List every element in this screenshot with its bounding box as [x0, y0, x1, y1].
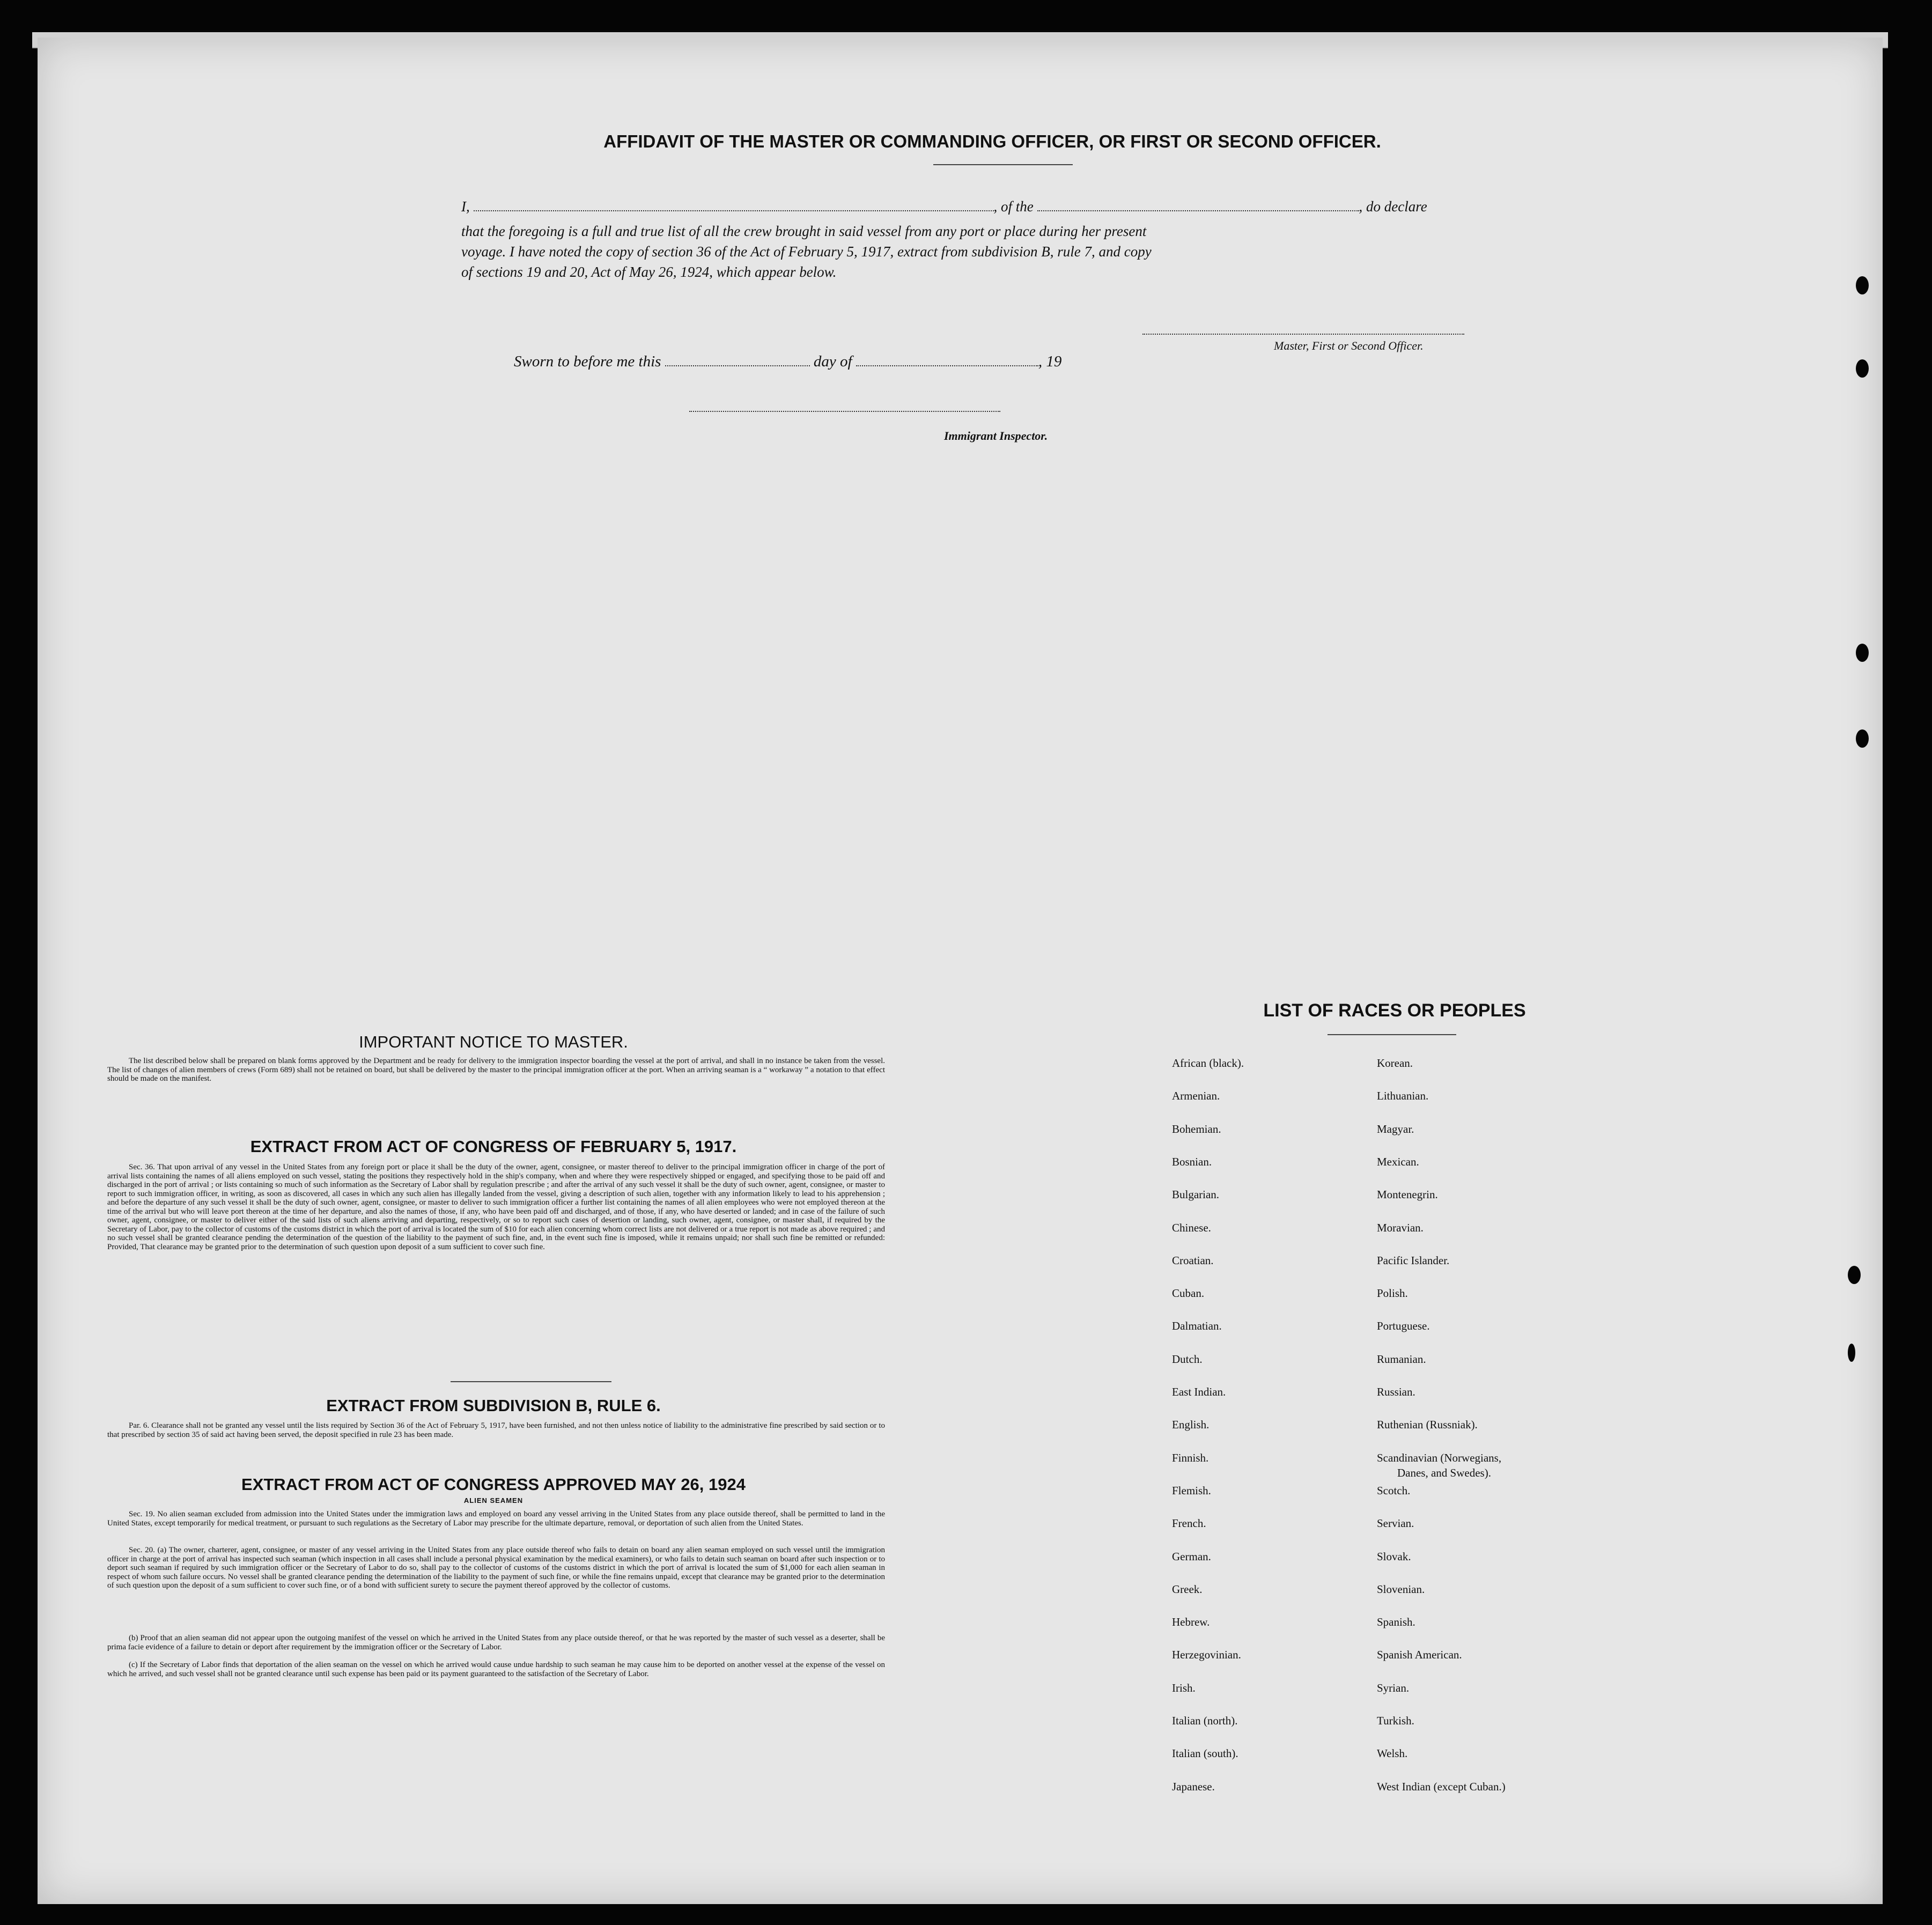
affidavit-line-3: voyage. I have noted the copy of section 36 of the Act of February 5, 1917, extract from subdivision B, rule 7, and copy: [461, 244, 1152, 260]
race-left-item: Finnish.: [1172, 1451, 1209, 1464]
race-right-item: Russian.: [1377, 1385, 1415, 1398]
race-left-item: French.: [1172, 1517, 1206, 1530]
races-title-rule: [1328, 1034, 1456, 1035]
race-left-item: East Indian.: [1172, 1385, 1226, 1398]
extract-1924-sec20a: Sec. 20. (a) The owner, charterer, agent, consignee, or master of any vessel arriving in the United States from any place outside thereof who fails to detain on board any alien seaman employed on such vessel until the immigration officer in charge at the port of arrival has inspected such seaman (which inspection in all cases shall include a personal physical examination by the medical examiners), or who fails to detain such seaman on board after such inspection or to deport such seaman if required by such immigration officer or the Secretary of Labor to do so, shall pay to the collector of customs of the customs district in which the port of arrival is located the sum of $1,000 for each alien seaman in respect of whom such failure occurs. No vessel shall be granted clearance pending the determination of the liability to the payment of such fine, or while the fine remains unpaid, except that clearance may be granted prior to the determination of such question upon the deposit of a sum sufficient to cover such fine, or of a bond with sufficient surety to secure the payment thereof approved by the collector of customs.: [107, 1546, 885, 1590]
race-left-item: Armenian.: [1172, 1089, 1220, 1103]
sworn-day-of: day of: [813, 353, 852, 370]
race-left-item: Dutch.: [1172, 1352, 1203, 1366]
race-right-item: Korean.: [1377, 1057, 1413, 1070]
race-left-item: English.: [1172, 1418, 1210, 1432]
race-right-item: Ruthenian (Russniak).: [1377, 1418, 1478, 1432]
extract-1924-title: EXTRACT FROM ACT OF CONGRESS APPROVED MAY 26, 1924: [241, 1475, 746, 1494]
race-right-item: Spanish American.: [1377, 1648, 1462, 1662]
extract-rule6-text: Par. 6. Clearance shall not be granted any vessel until the lists required by Section 36 of the Act of February 5, 1917, have been furnished, and not then unless notice of liability to the administrative fine prescribed by said section or to that prescribed by section 35 of said act having been served, the deposit specified in rule 23 has been made.: [107, 1421, 885, 1439]
extract-1924-subtitle: ALIEN SEAMEN: [463, 1496, 523, 1504]
race-right-item: Pacific Islander.: [1377, 1253, 1450, 1267]
punch-hole: [1856, 644, 1869, 662]
race-left-item: Bosnian.: [1172, 1155, 1212, 1168]
race-left-item: Bohemian.: [1172, 1122, 1221, 1135]
affidavit-i: I,: [461, 198, 470, 215]
inspector-label: Immigrant Inspector.: [944, 429, 1048, 442]
race-left-item: Hebrew.: [1172, 1616, 1210, 1629]
affidavit-line-2: that the foregoing is a full and true list of all the crew brought in said vessel from any port or place during her present: [461, 223, 1147, 239]
master-signature-line[interactable]: [1142, 334, 1464, 335]
race-left-item: Japanese.: [1172, 1780, 1215, 1793]
race-right-item: Servian.: [1377, 1517, 1414, 1530]
race-right-item: Mexican.: [1377, 1155, 1419, 1168]
race-left-item: Herzegovinian.: [1172, 1648, 1241, 1662]
race-right-item: Slovak.: [1377, 1550, 1411, 1563]
extract-1917-text: Sec. 36. That upon arrival of any vessel in the United States from any foreign port or place it shall be the duty of the owner, agent, consignee, or master thereof to deliver to the principal immigration officer in charge of the port of arrival lists containing the names of all aliens employed on such vessel, stating the positions they respectively hold in the ship's company, when and where they were respectively shipped or engaged, and specifying those to be paid off and discharged in the port of arrival ; or lists containing so much of such information as the Secretary of Labor shall by regulation prescribe ; and after the arrival of any such vessel it shall be the duty of such owner, agent, consignee, or master to report to such immigration officer, in writing, as soon as discovered, all cases in which any such alien has illegally landed from the vessel, giving a description of such alien, together with any information likely to lead to his apprehension ; and before the departure of any such vessel it shall be the duty of such owner, agent, consignee, or master to deliver to such immigration officer a further list containing the names of all alien employees who were not employed thereon at the time of the arrival but who will leave port thereon at the time of her departure, and also the names of those, if any, who have been paid off and discharged, and of those, if any, who have deserted or landed; and in case of the failure of such owner, agent, consignee, or master to deliver either of the said lists of such aliens arriving and departing, respectively, or so to report such cases of desertion or landing, such owner, agent, consignee, or master shall, if required by the Secretary of Labor, pay to the collector of customs of the customs district in which the port of arrival is located the sum of $10 for each alien concerning whom correct lists are not delivered or a true report is not made as above required ; and no such vessel shall be granted clearance pending the determination of the question of the liability to the payment of such fine, and, in the event such fine is imposed, while it remains unpaid; nor shall such fine be remitted or refunded: Provided, That clearance may be granted prior to the determination of such question upon deposit of a sum sufficient to cover such fine.: [107, 1163, 885, 1251]
affidavit-title-rule: [933, 164, 1073, 165]
race-right-item: Portuguese.: [1377, 1319, 1430, 1333]
name-field[interactable]: [474, 210, 994, 211]
race-left-item: Irish.: [1172, 1681, 1196, 1694]
race-left-item: Greek.: [1172, 1582, 1203, 1596]
race-right-item: Magyar.: [1377, 1122, 1414, 1135]
races-title: LIST OF RACES OR PEOPLES: [1263, 1000, 1526, 1021]
race-right-item: Scandinavian (Norwegians,: [1377, 1451, 1502, 1464]
punch-hole: [1848, 1344, 1855, 1362]
notice-title: IMPORTANT NOTICE TO MASTER.: [359, 1032, 628, 1051]
extract-1917-rule: [451, 1381, 611, 1382]
race-left-item: German.: [1172, 1550, 1211, 1563]
sworn-year: , 19: [1038, 353, 1062, 370]
affidavit-of-the: , of the: [993, 198, 1034, 215]
affidavit-declaration-line: [461, 198, 1518, 215]
extract-1924-sec20c: (c) If the Secretary of Labor finds that deportation of the alien seaman on the vessel on which he arrived would cause undue hardship to such seaman he may cause him to be deported on another vessel at the expense of the vessel on which he arrived, and such vessel shall not be granted clearance until such expense has been paid or its payment guaranteed to the satisfaction of the Secretary of Labor.: [107, 1661, 885, 1678]
bleed-through-text: [284, 123, 290, 151]
extract-rule6-title: EXTRACT FROM SUBDIVISION B, RULE 6.: [326, 1396, 661, 1415]
affidavit-title: AFFIDAVIT OF THE MASTER OR COMMANDING OFFICER, OR FIRST OR SECOND OFFICER.: [603, 131, 1381, 151]
race-right-item: Slovenian.: [1377, 1582, 1425, 1596]
extract-1917-title: EXTRACT FROM ACT OF CONGRESS OF FEBRUARY 5, 1917.: [250, 1137, 737, 1156]
race-left-item: Cuban.: [1172, 1287, 1205, 1300]
race-left-item: Bulgarian.: [1172, 1188, 1220, 1201]
race-right-item: Turkish.: [1377, 1714, 1414, 1727]
affidavit-line-4: of sections 19 and 20, Act of May 26, 1924, which appear below.: [461, 264, 837, 280]
race-left-item: Croatian.: [1172, 1253, 1214, 1267]
sworn-day-field[interactable]: [665, 365, 810, 366]
extract-1924-sec19: Sec. 19. No alien seaman excluded from admission into the United States under the immigration laws and employed on board any vessel arriving in the United States from any place outside thereof, shall be permitted to land in the United States, except temporarily for medical treatment, or pursuant to such regulations as the Secretary of Labor may prescribe for the ultimate departure, removal, or deportation of such alien from the United States.: [107, 1510, 885, 1528]
sworn-line: [514, 353, 1061, 371]
race-right-item: Lithuanian.: [1377, 1089, 1429, 1103]
race-right-item: Montenegrin.: [1377, 1188, 1438, 1201]
race-right-item: Danes, and Swedes).: [1397, 1466, 1491, 1479]
sworn-prefix: Sworn to before me this: [514, 353, 661, 370]
sworn-month-field[interactable]: [856, 365, 1038, 366]
race-right-item: Scotch.: [1377, 1484, 1411, 1497]
vessel-field[interactable]: [1037, 210, 1359, 211]
race-right-item: Spanish.: [1377, 1616, 1415, 1629]
inspector-signature-line[interactable]: [689, 411, 1000, 412]
race-left-item: Dalmatian.: [1172, 1319, 1222, 1333]
race-right-item: Rumanian.: [1377, 1352, 1426, 1366]
document-sheet: [38, 38, 1883, 1904]
race-left-item: Italian (south).: [1172, 1747, 1238, 1760]
extract-1924-sec20b: (b) Proof that an alien seaman did not appear upon the outgoing manifest of the vessel on which he arrived in the United States from any place outside thereof, or that he was reported by the master of such vessel as a deserter, shall be prima facie evidence of a failure to detain or deport after requirement by the immigration officer or the Secretary of Labor.: [107, 1634, 885, 1651]
race-left-item: Chinese.: [1172, 1221, 1211, 1234]
race-left-item: Italian (north).: [1172, 1714, 1238, 1727]
race-right-item: Polish.: [1377, 1287, 1408, 1300]
race-right-item: Moravian.: [1377, 1221, 1424, 1234]
punch-hole: [1856, 359, 1869, 378]
affidavit-declare: , do declare: [1359, 198, 1427, 215]
race-right-item: Syrian.: [1377, 1681, 1410, 1694]
master-signature-label: Master, First or Second Officer.: [1274, 339, 1424, 352]
race-left-item: Flemish.: [1172, 1484, 1211, 1497]
race-right-item: Welsh.: [1377, 1747, 1408, 1760]
race-left-item: African (black).: [1172, 1057, 1244, 1070]
notice-text: The list described below shall be prepared on blank forms approved by the Department and be ready for delivery to the immigration inspector boarding the vessel at the port of arrival, and shall in no instance be taken from the vessel. The list of changes of alien members of crews (Form 689) shall not be retained on board, but shall be delivered by the master to the principal immigration officer at the port. When an arriving seaman is a “ workaway ” a notation to that effect should be made on the manifest.: [107, 1057, 885, 1083]
punch-hole: [1856, 729, 1869, 748]
race-right-item: West Indian (except Cuban.): [1377, 1780, 1506, 1793]
punch-hole: [1848, 1266, 1861, 1284]
punch-hole: [1856, 276, 1869, 294]
